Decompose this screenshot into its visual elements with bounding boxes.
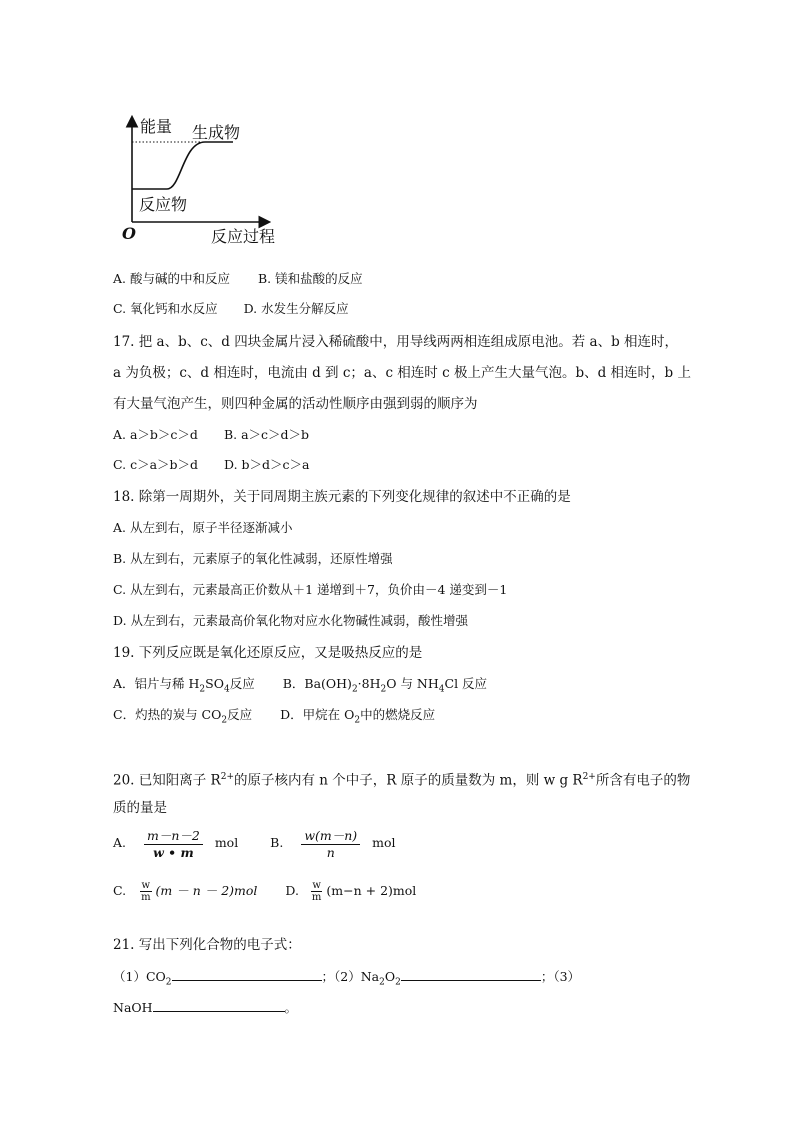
q16-option-b[interactable]: B. 镁和盐酸的反应 — [257, 271, 363, 286]
q19-options-row2 — [113, 706, 435, 730]
q20-option-b-fraction: $\frac{w(m-n)}{n}$ — [301, 826, 360, 860]
q21-answers-row1: $(1)CO_2$ ；$(2)Na_2O_2$ ；（3） — [113, 969, 581, 988]
q16-options-row1 — [113, 270, 363, 288]
q20-option-d-fraction: $\frac{w}{m}$ — [311, 880, 322, 903]
q19-option-a[interactable]: A．铝片与稀 $H_2SO_4$反应 — [113, 676, 255, 695]
q21-answer-naoh-blank[interactable] — [153, 999, 285, 1012]
q20-stem-line2: 质的量是 — [113, 800, 167, 816]
q17-stem-line2: a 为负极；c、d 相连时，电流由 d 到 c；a、c 相连时 c 极上产生大量气泡。b、d 相连时，b 上 — [113, 365, 691, 381]
q17-option-c[interactable]: C. c＞a＞b＞d — [113, 457, 199, 472]
q16-options-row2 — [113, 300, 349, 318]
q21-answer-co2-blank[interactable] — [172, 968, 322, 981]
origin-label: O — [122, 224, 136, 243]
q18-option-a[interactable]: A. 从左到右，原子半径逐渐减小 — [113, 520, 293, 535]
y-axis-label: 能量 — [140, 117, 173, 136]
q20-options-row2 — [113, 880, 416, 903]
q19-options-row1 — [113, 675, 487, 699]
q20-option-b[interactable]: B. $\frac{w(m-n)}{n}$ mol — [270, 828, 396, 860]
q17-option-d[interactable]: D. b＞d＞c＞a — [224, 457, 310, 472]
q20-option-c-fraction: $\frac{w}{m}$ — [141, 880, 151, 903]
q18-option-b[interactable]: B. 从左到右，元素原子的氧化性减弱，还原性增强 — [113, 551, 393, 566]
q19-option-b[interactable]: B．$Ba(OH)_2\cdot 8H_2O$ 与 $NH_4Cl$ 反应 — [282, 676, 488, 695]
q20-option-a-fraction: $\frac{m-n-2}{w • m}$ — [144, 826, 203, 860]
q19-option-d[interactable]: D．甲烷在 $O_2$中的燃烧反应 — [280, 707, 436, 726]
q16-option-c[interactable]: C. 氧化钙和水反应 — [113, 301, 218, 316]
x-axis-label: 反应过程 — [211, 227, 276, 246]
q19-stem: 19. 下列反应既是氧化还原反应，又是吸热反应的是 — [113, 645, 423, 661]
q17-stem-line3: 有大量气泡产生，则四种金属的活动性顺序由强到弱的顺序为 — [113, 396, 478, 412]
product-label: 生成物 — [192, 123, 241, 142]
energy-diagram — [115, 112, 295, 257]
q20-option-a[interactable]: A. $\frac{m-n-2}{w • m}$ mol — [113, 828, 239, 860]
q20-options-row1 — [113, 826, 396, 860]
q19-option-c[interactable]: C．灼热的炭与 $CO_2$反应 — [113, 707, 253, 726]
q17-options-row2 — [113, 456, 310, 474]
q17-stem-line1: 17. 把 a、b、c、d 四块金属片浸入稀硫酸中，用导线两两相连组成原电池。若 a、b 相连时， — [113, 334, 679, 350]
q16-option-d[interactable]: D. 水发生分解反应 — [243, 301, 349, 316]
q20-option-d[interactable]: D. $\frac{w}{m}$ (m−n + 2)mol — [285, 880, 417, 903]
q20-stem-line1: 20. 已知阳离子 $R^{2+}$的原子核内有 n 个中子，R 原子的质量数为 m，则 w g $R^{2+}$所含有电子的物 — [113, 772, 691, 789]
q18-option-d[interactable]: D. 从左到右，元素最高价氧化物对应水化物碱性减弱，酸性增强 — [113, 613, 469, 628]
q16-option-a[interactable]: A. 酸与碱的中和反应 — [113, 271, 230, 286]
q21-answers-row2: NaOH 。 — [113, 1000, 298, 1015]
q17-options-row1 — [113, 426, 309, 444]
q18-option-c[interactable]: C. 从左到右，元素最高正价数从＋1 递增到＋7，负价由－4 递变到－1 — [113, 582, 508, 597]
q20-option-c[interactable]: C. $\frac{w}{m}$ (m － n － 2)mol — [113, 880, 258, 903]
q17-option-a[interactable]: A. a＞b＞c＞d — [113, 427, 198, 442]
q17-option-b[interactable]: B. a＞c＞d＞b — [223, 427, 310, 442]
reactant-label: 反应物 — [139, 195, 188, 214]
energy-curve — [132, 142, 233, 189]
q21-stem: 21. 写出下列化合物的电子式： — [113, 937, 301, 953]
q21-answer-na2o2-blank[interactable] — [401, 968, 541, 981]
q18-stem: 18. 除第一周期外，关于同周期主族元素的下列变化规律的叙述中不正确的是 — [113, 489, 571, 505]
